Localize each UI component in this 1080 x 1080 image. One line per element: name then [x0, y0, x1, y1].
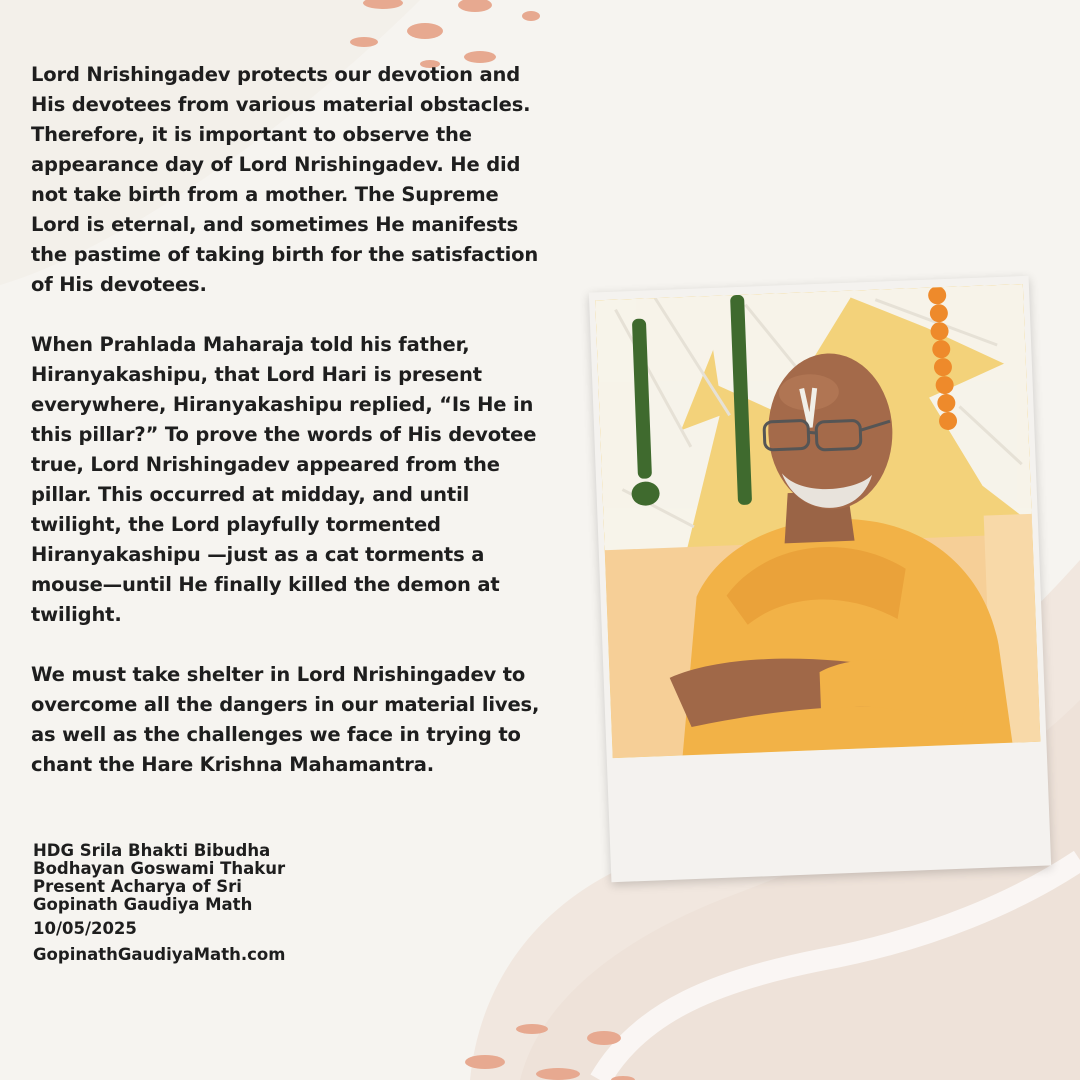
signature-line: Bodhayan Goswami Thakur	[33, 859, 286, 878]
signature-line: Gopinath Gaudiya Math	[33, 895, 253, 914]
quote-text	[31, 60, 551, 810]
photo-frame	[589, 276, 1051, 882]
quote-paragraph-3: We must take shelter in Lord Nrishingadev to overcome all the dangers in our material lives, as well as the challenges we face in trying to chant the Hare Krishna Mahamantra.	[31, 663, 540, 776]
portrait-photo	[595, 284, 1040, 758]
signature-line: HDG Srila Bhakti Bibudha	[33, 841, 271, 860]
website-link: GopinathGaudiyaMath.com	[33, 945, 286, 964]
signature-date: 10/05/2025	[33, 919, 137, 938]
signature-block	[33, 842, 333, 964]
quote-paragraph-1: Lord Nrishingadev protects our devotion and His devotees from various material obstacles. Therefore, it is important to observe the appearance day of Lord Nrishingadev. He did not take birth from a mother. The Supreme Lord is eternal, and sometimes He manifests the pastime of taking birth for the satisfaction of His devotees.	[31, 63, 539, 296]
quote-paragraph-2: When Prahlada Maharaja told his father, Hiranyakashipu, that Lord Hari is present everywhere, Hiranyakashipu replied, “Is He in this pillar?” To prove the words of His devotee true, Lord Nrishingadev appeared from the pillar. This occurred at midday, and until twilight, the Lord playfully tormented Hiranyakashipu —just as a cat torments a mouse—until He finally killed the demon at twilight.	[31, 333, 537, 626]
signature-line: Present Acharya of Sri	[33, 877, 242, 896]
